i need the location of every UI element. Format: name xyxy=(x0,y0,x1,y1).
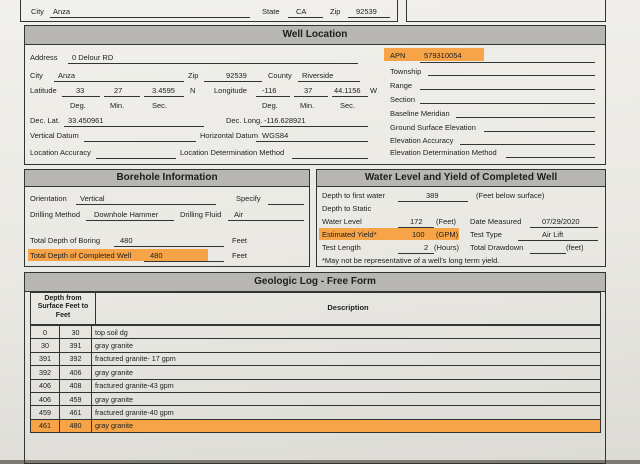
water-level-value: 172 xyxy=(410,217,423,226)
table-row xyxy=(31,406,601,419)
total-drawdown-unit: (feet) xyxy=(566,243,584,252)
first-water-value: 389 xyxy=(426,191,439,200)
log-to-cell: 408 xyxy=(60,379,92,392)
log-to-cell: 392 xyxy=(60,352,92,365)
top-strip xyxy=(20,0,398,22)
lat-min-caption: Min. xyxy=(110,101,125,110)
top-city-value: Anza xyxy=(53,7,71,16)
location-method-label: Location Determination Method xyxy=(180,148,285,157)
first-water-unit: (Feet below surface) xyxy=(476,191,545,200)
wl-zip-value: 92539 xyxy=(226,71,247,80)
log-from-cell: 30 xyxy=(31,339,60,352)
total-drawdown-label: Total Drawdown xyxy=(470,243,524,252)
borehole-title: Borehole Information xyxy=(25,170,309,187)
elev-method-label: Elevation Determination Method xyxy=(390,148,497,157)
baseline-label: Baseline Meridian xyxy=(390,109,450,118)
log-to-cell: 30 xyxy=(60,326,92,339)
lat-min-value: 27 xyxy=(114,86,123,95)
latitude-label: Latitude xyxy=(30,86,57,95)
section-label: Section xyxy=(390,95,416,104)
log-from-cell: 461 xyxy=(31,419,60,432)
county-value: Riverside xyxy=(302,71,334,80)
lon-sec-caption: Sec. xyxy=(340,101,356,110)
boring-feet-label: Feet xyxy=(232,236,248,245)
water-level-unit: (Feet) xyxy=(436,217,457,226)
yield-footnote: *May not be representative of a well's long term yield. xyxy=(322,256,500,265)
range-label: Range xyxy=(390,81,413,90)
log-to-cell: 461 xyxy=(60,406,92,419)
test-length-value: 2 xyxy=(424,243,429,252)
wl-zip-label: Zip xyxy=(188,71,199,80)
date-measured-label: Date Measured xyxy=(470,217,522,226)
top-state-label: State xyxy=(262,7,280,16)
completed-depth-label: Total Depth of Completed Well xyxy=(30,251,132,260)
elev-accuracy-label: Elevation Accuracy xyxy=(390,136,454,145)
log-from-cell: 406 xyxy=(31,392,60,405)
table-row xyxy=(31,419,601,432)
log-description-cell: gray granite xyxy=(92,419,601,432)
lat-deg-value: 33 xyxy=(76,86,85,95)
log-from-cell: 391 xyxy=(31,352,60,365)
lat-dir-value: N xyxy=(190,86,196,95)
first-water-label: Depth to first water xyxy=(322,191,385,200)
table-row xyxy=(31,326,601,339)
dec-long-value: -116.628921 xyxy=(264,116,306,125)
log-from-cell: 0 xyxy=(31,326,60,339)
apn-label: APN xyxy=(390,51,406,60)
apn-value: 579310054 xyxy=(424,51,462,60)
lat-sec-caption: Sec. xyxy=(152,101,168,110)
drilling-fluid-value: Air xyxy=(234,210,244,219)
depth-static-label: Depth to Static xyxy=(322,204,372,213)
log-from-cell: 406 xyxy=(31,379,60,392)
estimated-yield-label: Estimated Yield* xyxy=(322,230,377,239)
geologic-log-table xyxy=(30,325,601,433)
geologic-log-title: Geologic Log - Free Form xyxy=(25,273,605,292)
depth-boring-value: 480 xyxy=(120,236,133,245)
horizontal-datum-value: WGS84 xyxy=(262,131,289,140)
log-description-cell: gray granite xyxy=(92,392,601,405)
lon-min-caption: Min. xyxy=(300,101,315,110)
table-row xyxy=(31,352,601,365)
lon-min-value: 37 xyxy=(304,86,313,95)
dec-lat-value: 33.450961 xyxy=(68,116,104,125)
wl-city-value: Anza xyxy=(58,71,76,80)
log-to-cell: 391 xyxy=(60,339,92,352)
water-level-label: Water Level xyxy=(322,217,362,226)
completed-feet-label: Feet xyxy=(232,251,248,260)
longitude-label: Longitude xyxy=(214,86,247,95)
log-description-cell: fractured granite- 17 gpm xyxy=(92,352,601,365)
ground-elev-label: Ground Surface Elevation xyxy=(390,123,476,132)
log-to-cell: 406 xyxy=(60,366,92,379)
dec-lat-label: Dec. Lat. xyxy=(30,116,61,125)
address-value: 0 Delour RD xyxy=(72,53,114,62)
township-label: Township xyxy=(390,67,422,76)
orientation-label: Orientation xyxy=(30,194,67,203)
log-description-cell: gray granite xyxy=(92,366,601,379)
address-label: Address xyxy=(30,53,58,62)
log-description-cell: fractured granite-43 gpm xyxy=(92,379,601,392)
dec-long-label: Dec. Long. xyxy=(226,116,263,125)
orientation-value: Vertical xyxy=(80,194,105,203)
date-measured-value: 07/29/2020 xyxy=(542,217,580,226)
completed-depth-value: 480 xyxy=(150,251,163,260)
lat-deg-caption: Deg. xyxy=(70,101,86,110)
description-header: Description xyxy=(327,303,369,312)
depth-header: Depth from Surface Feet to Feet xyxy=(37,295,89,319)
wl-city-label: City xyxy=(30,71,43,80)
lon-deg-caption: Deg. xyxy=(262,101,278,110)
depth-boring-label: Total Depth of Boring xyxy=(30,236,101,245)
horizontal-datum-label: Horizontal Datum xyxy=(200,131,258,140)
log-description-cell: fractured granite-40 gpm xyxy=(92,406,601,419)
well-location-title: Well Location xyxy=(25,26,605,45)
drilling-fluid-label: Drilling Fluid xyxy=(180,210,222,219)
log-from-cell: 459 xyxy=(31,406,60,419)
top-state-value: CA xyxy=(296,7,307,16)
test-length-unit: (Hours) xyxy=(434,243,460,252)
estimated-yield-unit: (GPM) xyxy=(436,230,459,239)
water-level-title: Water Level and Yield of Completed Well xyxy=(317,170,605,187)
top-strip-right xyxy=(406,0,606,22)
top-city-label: City xyxy=(31,7,44,16)
top-zip-label: Zip xyxy=(330,7,341,16)
table-row xyxy=(31,379,601,392)
top-zip-value: 92539 xyxy=(356,7,377,16)
drilling-method-value: Downhole Hammer xyxy=(94,210,159,219)
drilling-method-label: Drilling Method xyxy=(30,210,81,219)
log-to-cell: 459 xyxy=(60,392,92,405)
lon-dir-value: W xyxy=(370,86,378,95)
specify-label: Specify xyxy=(236,194,261,203)
log-description-cell: gray granite xyxy=(92,339,601,352)
test-length-label: Test Length xyxy=(322,243,361,252)
estimated-yield-value: 100 xyxy=(412,230,425,239)
lon-sec-value: 44.1156 xyxy=(334,86,361,95)
county-label: County xyxy=(268,71,292,80)
log-from-cell: 392 xyxy=(31,366,60,379)
table-row xyxy=(31,339,601,352)
table-row xyxy=(31,366,601,379)
lat-sec-value: 3.4595 xyxy=(152,86,175,95)
test-type-value: Air Lift xyxy=(542,230,564,239)
location-accuracy-label: Location Accuracy xyxy=(30,148,91,157)
log-description-cell: top soil dg xyxy=(92,326,601,339)
table-row xyxy=(31,392,601,405)
test-type-label: Test Type xyxy=(470,230,502,239)
vertical-datum-label: Vertical Datum xyxy=(30,131,79,140)
lon-deg-value: -116 xyxy=(262,86,277,95)
log-to-cell: 480 xyxy=(60,419,92,432)
